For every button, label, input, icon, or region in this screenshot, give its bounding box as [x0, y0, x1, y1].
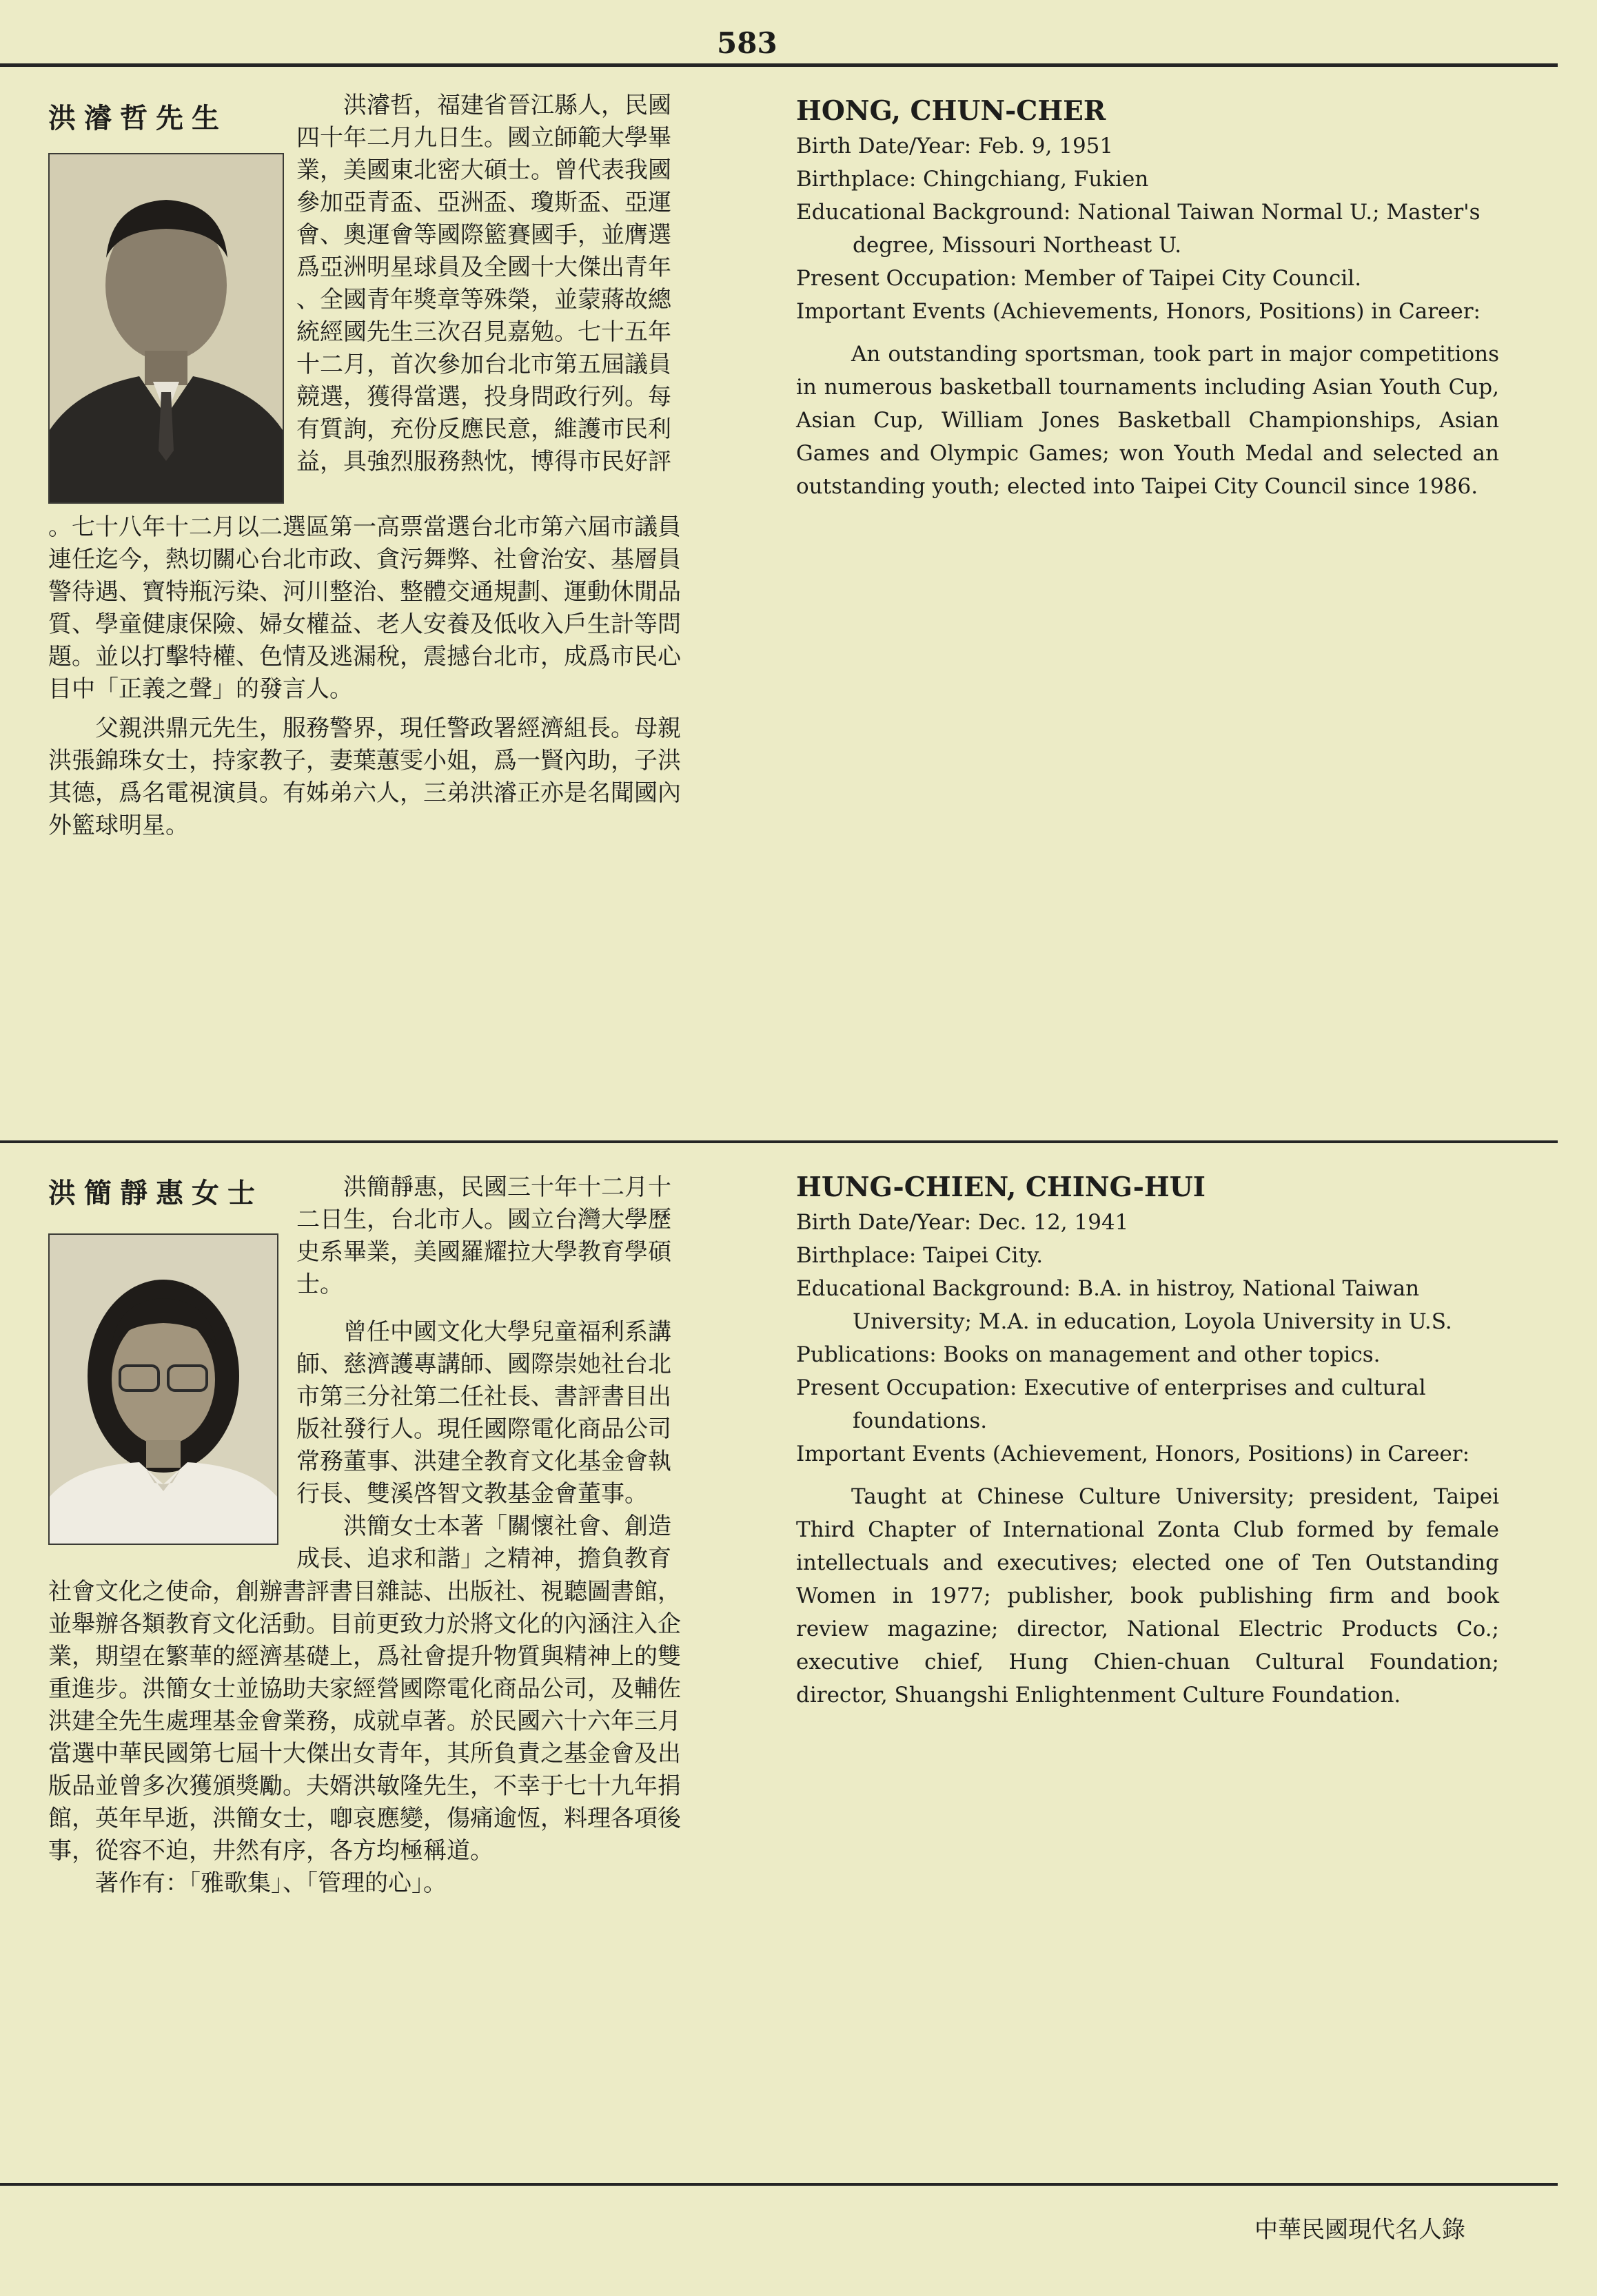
page-number: 583	[717, 26, 777, 60]
bio-line: 師、慈濟護專講師、國際崇她社台北	[296, 1351, 671, 1378]
bio-line: 十二月，首次參加台北市第五屆議員	[296, 351, 671, 378]
chinese-bio-top	[296, 90, 731, 478]
portrait-photo	[48, 153, 284, 504]
bio-line: 常務董事、洪建全教育文化基金會執	[296, 1448, 671, 1475]
bio-line: 質、學童健康保險、婦女權益、老人安養及低收入戶生計等問	[48, 611, 681, 638]
bio-line: 二日生，台北市人。國立台灣大學歷	[296, 1206, 671, 1233]
bio-line: 競選，獲得當選，投身問政行列。每	[296, 383, 671, 411]
portrait-photo	[48, 1233, 278, 1545]
bio-line: 爲亞洲明星球員及全國十大傑出青年	[296, 254, 671, 281]
bio-line: 。七十八年十二月以二選區第一高票當選台北市第六屆市議員	[48, 513, 681, 541]
bio-line: 連任迄今，熱切關心台北市政、貪污舞弊、社會治安、基層員	[48, 546, 681, 573]
bio-line: 洪建全先生處理基金會業務，成就卓著。於民國六十六年三月	[48, 1708, 681, 1735]
bio-line: 洪簡女士本著「關懷社會、創造	[343, 1513, 671, 1540]
bio-line: 題。並以打擊特權、色情及逃漏稅，震撼台北市，成爲市民心	[48, 643, 681, 670]
book-title-footer: 中華民國現代名人錄	[1254, 2216, 1465, 2244]
birthplace: Birthplace: Chingchiang, Fukien	[796, 167, 1149, 192]
bio-line: 益，具強烈服務熱忱，博得市民好評	[296, 448, 671, 475]
bio-line: 業，期望在繁華的經濟基礎上，爲社會提升物質與精神上的雙	[48, 1643, 681, 1670]
english-name: HUNG-CHIEN, CHING-HUI	[796, 1171, 1206, 1203]
top-rule	[0, 63, 1558, 67]
chinese-name: 洪濬哲先生	[48, 102, 227, 134]
bio-line: 重進步。洪簡女士並協助夫家經營國際電化商品公司，及輔佐	[48, 1675, 681, 1703]
occupation: Present Occupation: Member of Taipei City Council.	[796, 266, 1362, 291]
chinese-bio-top	[296, 1171, 731, 1575]
birthplace: Birthplace: Taipei City.	[796, 1243, 1044, 1268]
events-heading: Important Events (Achievement, Honors, Positions) in Career:	[796, 1442, 1470, 1466]
bio-line: 會、奧運會等國際籃賽國手，並膺選	[296, 221, 671, 249]
chinese-name: 洪簡靜惠女士	[48, 1177, 263, 1209]
bio-line: 業，美國東北密大碩士。曾代表我國	[296, 156, 671, 184]
birth-date: Birth Date/Year: Dec. 12, 1941	[796, 1210, 1129, 1235]
chinese-bio-continued	[48, 511, 744, 842]
bio-line: 統經國先生三次召見嘉勉。七十五年	[296, 318, 671, 346]
bio-line: 目中「正義之聲」的發言人。	[48, 675, 353, 703]
bio-line: 事，從容不迫，井然有序，各方均極稱道。	[48, 1837, 494, 1865]
publications: Publications: Books on management and other topics.	[796, 1342, 1381, 1367]
bio-line: 版社發行人。現任國際電化商品公司	[296, 1415, 671, 1443]
chinese-bio-continued	[48, 1576, 744, 1900]
english-bio	[796, 92, 1499, 503]
occupation: Present Occupation: Executive of enterprises and cultural foundations.	[796, 1375, 1426, 1433]
bio-line: 社會文化之使命，創辦書評書目雜誌、出版社、視聽圖書館，	[48, 1578, 681, 1606]
bio-line: 版品並曾多次獲頒獎勵。夫婿洪敏隆先生，不幸于七十九年捐	[48, 1772, 681, 1800]
bio-line: 四十年二月九日生。國立師範大學畢	[296, 124, 671, 152]
bio-line: 成長、追求和諧」之精神，擔負教育	[296, 1545, 671, 1572]
publications-line: 著作有：「雅歌集」、「管理的心」。	[95, 1869, 447, 1897]
bio-line: 洪簡靜惠，民國三十年十二月十	[343, 1173, 671, 1201]
bio-line: 曾任中國文化大學兒童福利系講	[343, 1318, 671, 1346]
bio-line: 參加亞青盃、亞洲盃、瓊斯盃、亞運	[296, 189, 671, 216]
events-paragraph: An outstanding sportsman, took part in major competitions in numerous basketball tournaments including Asian Youth Cup, Asian Cup, William Jones Basketball Championships, Asian Games and Olympic Games; won Youth Medal and selected an outstanding youth; elected into Taipei City Council since 1986.	[796, 342, 1499, 499]
bio-line: 並舉辦各類教育文化活動。目前更致力於將文化的內涵注入企	[48, 1610, 681, 1638]
events-paragraph: Taught at Chinese Culture University; president, Taipei Third Chapter of International Zonta Club formed by female intellectuals and executives; elected one of Ten Outstanding Women in 1977; publisher, book publishing firm and book review magazine; director, National Electric Products Co.; executive chief, Hung Chien-chuan Cultural Foundation; director, Shuangshi Enlightenment Culture Foundation.	[796, 1484, 1499, 1708]
bio-line: 父親洪鼎元先生，服務警界，現任警政署經濟組長。母親	[95, 715, 681, 742]
birth-date: Birth Date/Year: Feb. 9, 1951	[796, 134, 1114, 158]
bio-line: 當選中華民國第七屆十大傑出女青年，其所負責之基金會及出	[48, 1740, 681, 1767]
bio-line: 外籃球明星。	[48, 812, 189, 839]
bio-line: 洪張錦珠女士，持家教子，妻葉蕙雯小姐，爲一賢內助，子洪	[48, 747, 681, 775]
section-divider	[0, 1140, 1558, 1143]
bio-line: 館，英年早逝，洪簡女士，喞哀應變，傷痛逾恆，料理各項後	[48, 1805, 681, 1832]
bio-line: 行長、雙溪啓智文教基金會董事。	[296, 1480, 648, 1508]
english-name: HONG, CHUN-CHER	[796, 95, 1106, 127]
bio-line: 市第三分社第二任社長、書評書目出	[296, 1383, 671, 1411]
bio-line: 史系畢業，美國羅耀拉大學教育學碩	[296, 1238, 671, 1266]
english-bio	[796, 1169, 1499, 1712]
bio-line: 警待遇、寶特瓶污染、河川整治、整體交通規劃、運動休閒品	[48, 578, 681, 606]
bio-line: 其德，爲名電視演員。有姊弟六人，三弟洪濬正亦是名聞國內	[48, 779, 681, 807]
bottom-rule	[0, 2183, 1558, 2186]
events-heading: Important Events (Achievements, Honors, Positions) in Career:	[796, 299, 1481, 324]
education: Educational Background: B.A. in histroy, National Taiwan University; M.A. in education, Loyola University in U.S.	[796, 1276, 1452, 1334]
bio-line: 士。	[296, 1271, 343, 1298]
bio-line: 洪濬哲，福建省晉江縣人，民國	[343, 92, 671, 119]
education: Educational Background: National Taiwan Normal U.; Master's degree, Missouri Northeast U.	[796, 200, 1481, 258]
bio-line: 有質詢，充份反應民意，維護市民利	[296, 416, 671, 443]
bio-line: 、全國青年獎章等殊榮，並蒙蔣故總	[296, 286, 671, 314]
